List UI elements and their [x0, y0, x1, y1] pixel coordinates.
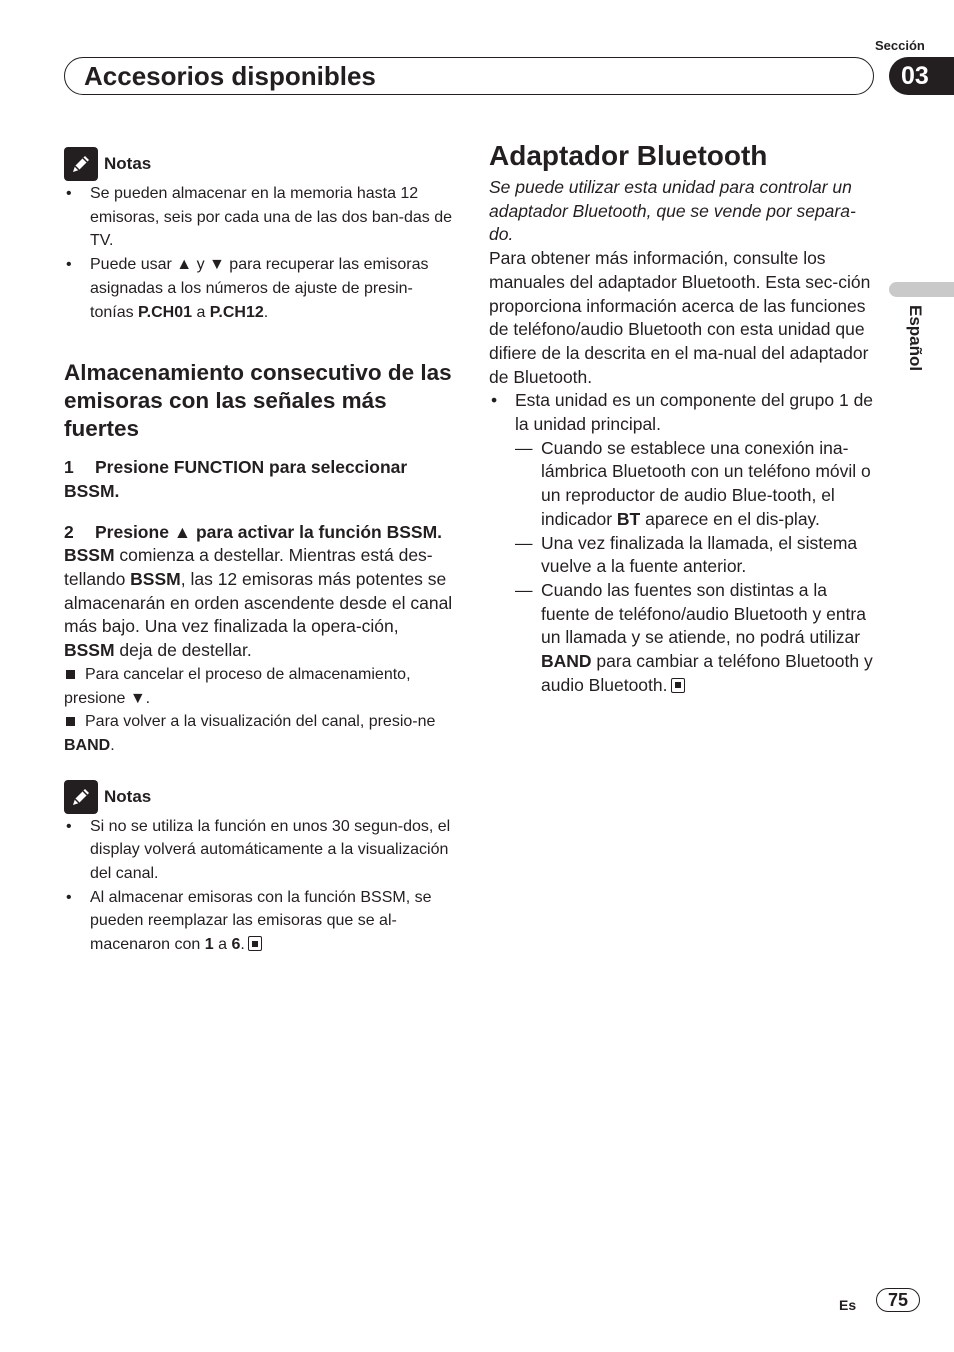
- step-1: 1 Presione FUNCTION para seleccionar BSSM.: [64, 457, 408, 501]
- bluetooth-heading: Adaptador Bluetooth: [489, 140, 768, 171]
- right-column: [489, 140, 879, 697]
- notes-list: [64, 815, 454, 957]
- section-heading: Almacenamiento consecutivo de las emisoras con las señales más fuertes: [64, 360, 452, 442]
- section-number: 03: [901, 61, 929, 90]
- notes-title: Notas: [104, 154, 152, 173]
- language-tab-label: Español: [906, 305, 925, 372]
- notes-title: Notas: [104, 786, 152, 806]
- note-item: • Se pueden almacenar en la memoria hasta 12 emisoras, seis por cada una de las dos ban-das de TV.: [64, 182, 454, 253]
- section-label: Sección: [875, 38, 925, 53]
- step-2-description: BSSM comienza a destellar. Mientras está des-tellando BSSM, las 12 emisoras más potentes se almacenarán en orden ascendente desde el canal más bajo. Una vez finalizada la opera-ción, BSSM deja de destellar.: [64, 545, 453, 661]
- page-title: Accesorios disponibles: [84, 61, 376, 91]
- dash-item: — Una vez finalizada la llamada, el sistema vuelve a la fuente anterior.: [515, 532, 879, 579]
- cancel-note: Para cancelar el proceso de almacenamiento, presione ▼.: [64, 665, 411, 707]
- bluetooth-subitems: [489, 437, 879, 698]
- info-paragraph: Para obtener más información, consulte los manuales del adaptador Bluetooth. Esta sec-ción proporciona información acerca de las funciones de teléfono/audio Bluetooth con esta unidad que difiere de la descrita en el ma-nual del adaptador de Bluetooth.: [489, 248, 871, 387]
- end-of-section-icon: [248, 936, 262, 951]
- pencil-note-icon: [64, 147, 98, 181]
- pencil-note-icon: [64, 780, 98, 814]
- note-item: • Al almacenar emisoras con la función BSSM, se pueden reemplazar las emisoras que se al-macenaron con 1 a 6.: [64, 886, 454, 957]
- note-item: • Si no se utiliza la función en unos 30 segun-dos, el display volverá automáticamente a la visualización del canal.: [64, 815, 454, 886]
- section-number-badge: [889, 57, 954, 95]
- step-2: 2 Presione ▲ para activar la función BSSM.: [64, 521, 443, 542]
- notes-header: [64, 780, 454, 814]
- dash-item: — Cuando las fuentes son distintas a la fuente de teléfono/audio Bluetooth y entra un llamada y se atiende, no podrá utilizar BAND para cambiar a teléfono Bluetooth y audio Bluetooth.: [515, 579, 879, 698]
- left-column: [64, 147, 454, 957]
- notes-header: [64, 147, 454, 181]
- square-bullet-icon: [66, 717, 75, 726]
- bluetooth-list: [489, 389, 879, 436]
- bluetooth-item: • Esta unidad es un componente del grupo 1 de la unidad principal.: [489, 389, 879, 436]
- dash-item: — Cuando se establece una conexión ina-lámbrica Bluetooth con un teléfono móvil o un reproductor de audio Blue-tooth, el indicador BT aparece en el dis-play.: [515, 437, 879, 532]
- note-item: • Puede usar ▲ y ▼ para recuperar las emisoras asignadas a los números de ajuste de presin-tonías P.CH01 a P.CH12.: [64, 253, 454, 324]
- language-tab-bar: [889, 282, 954, 297]
- return-note: Para volver a la visualización del canal, presio-ne BAND.: [64, 713, 436, 754]
- footer-language: Es: [839, 1297, 857, 1313]
- square-bullet-icon: [66, 670, 75, 679]
- intro-text: Se puede utilizar esta unidad para controlar un adaptador Bluetooth, que se vende por separa-do.: [489, 177, 856, 245]
- notes-list: [64, 182, 454, 324]
- end-of-section-icon: [671, 678, 685, 693]
- page-number: 75: [876, 1288, 920, 1312]
